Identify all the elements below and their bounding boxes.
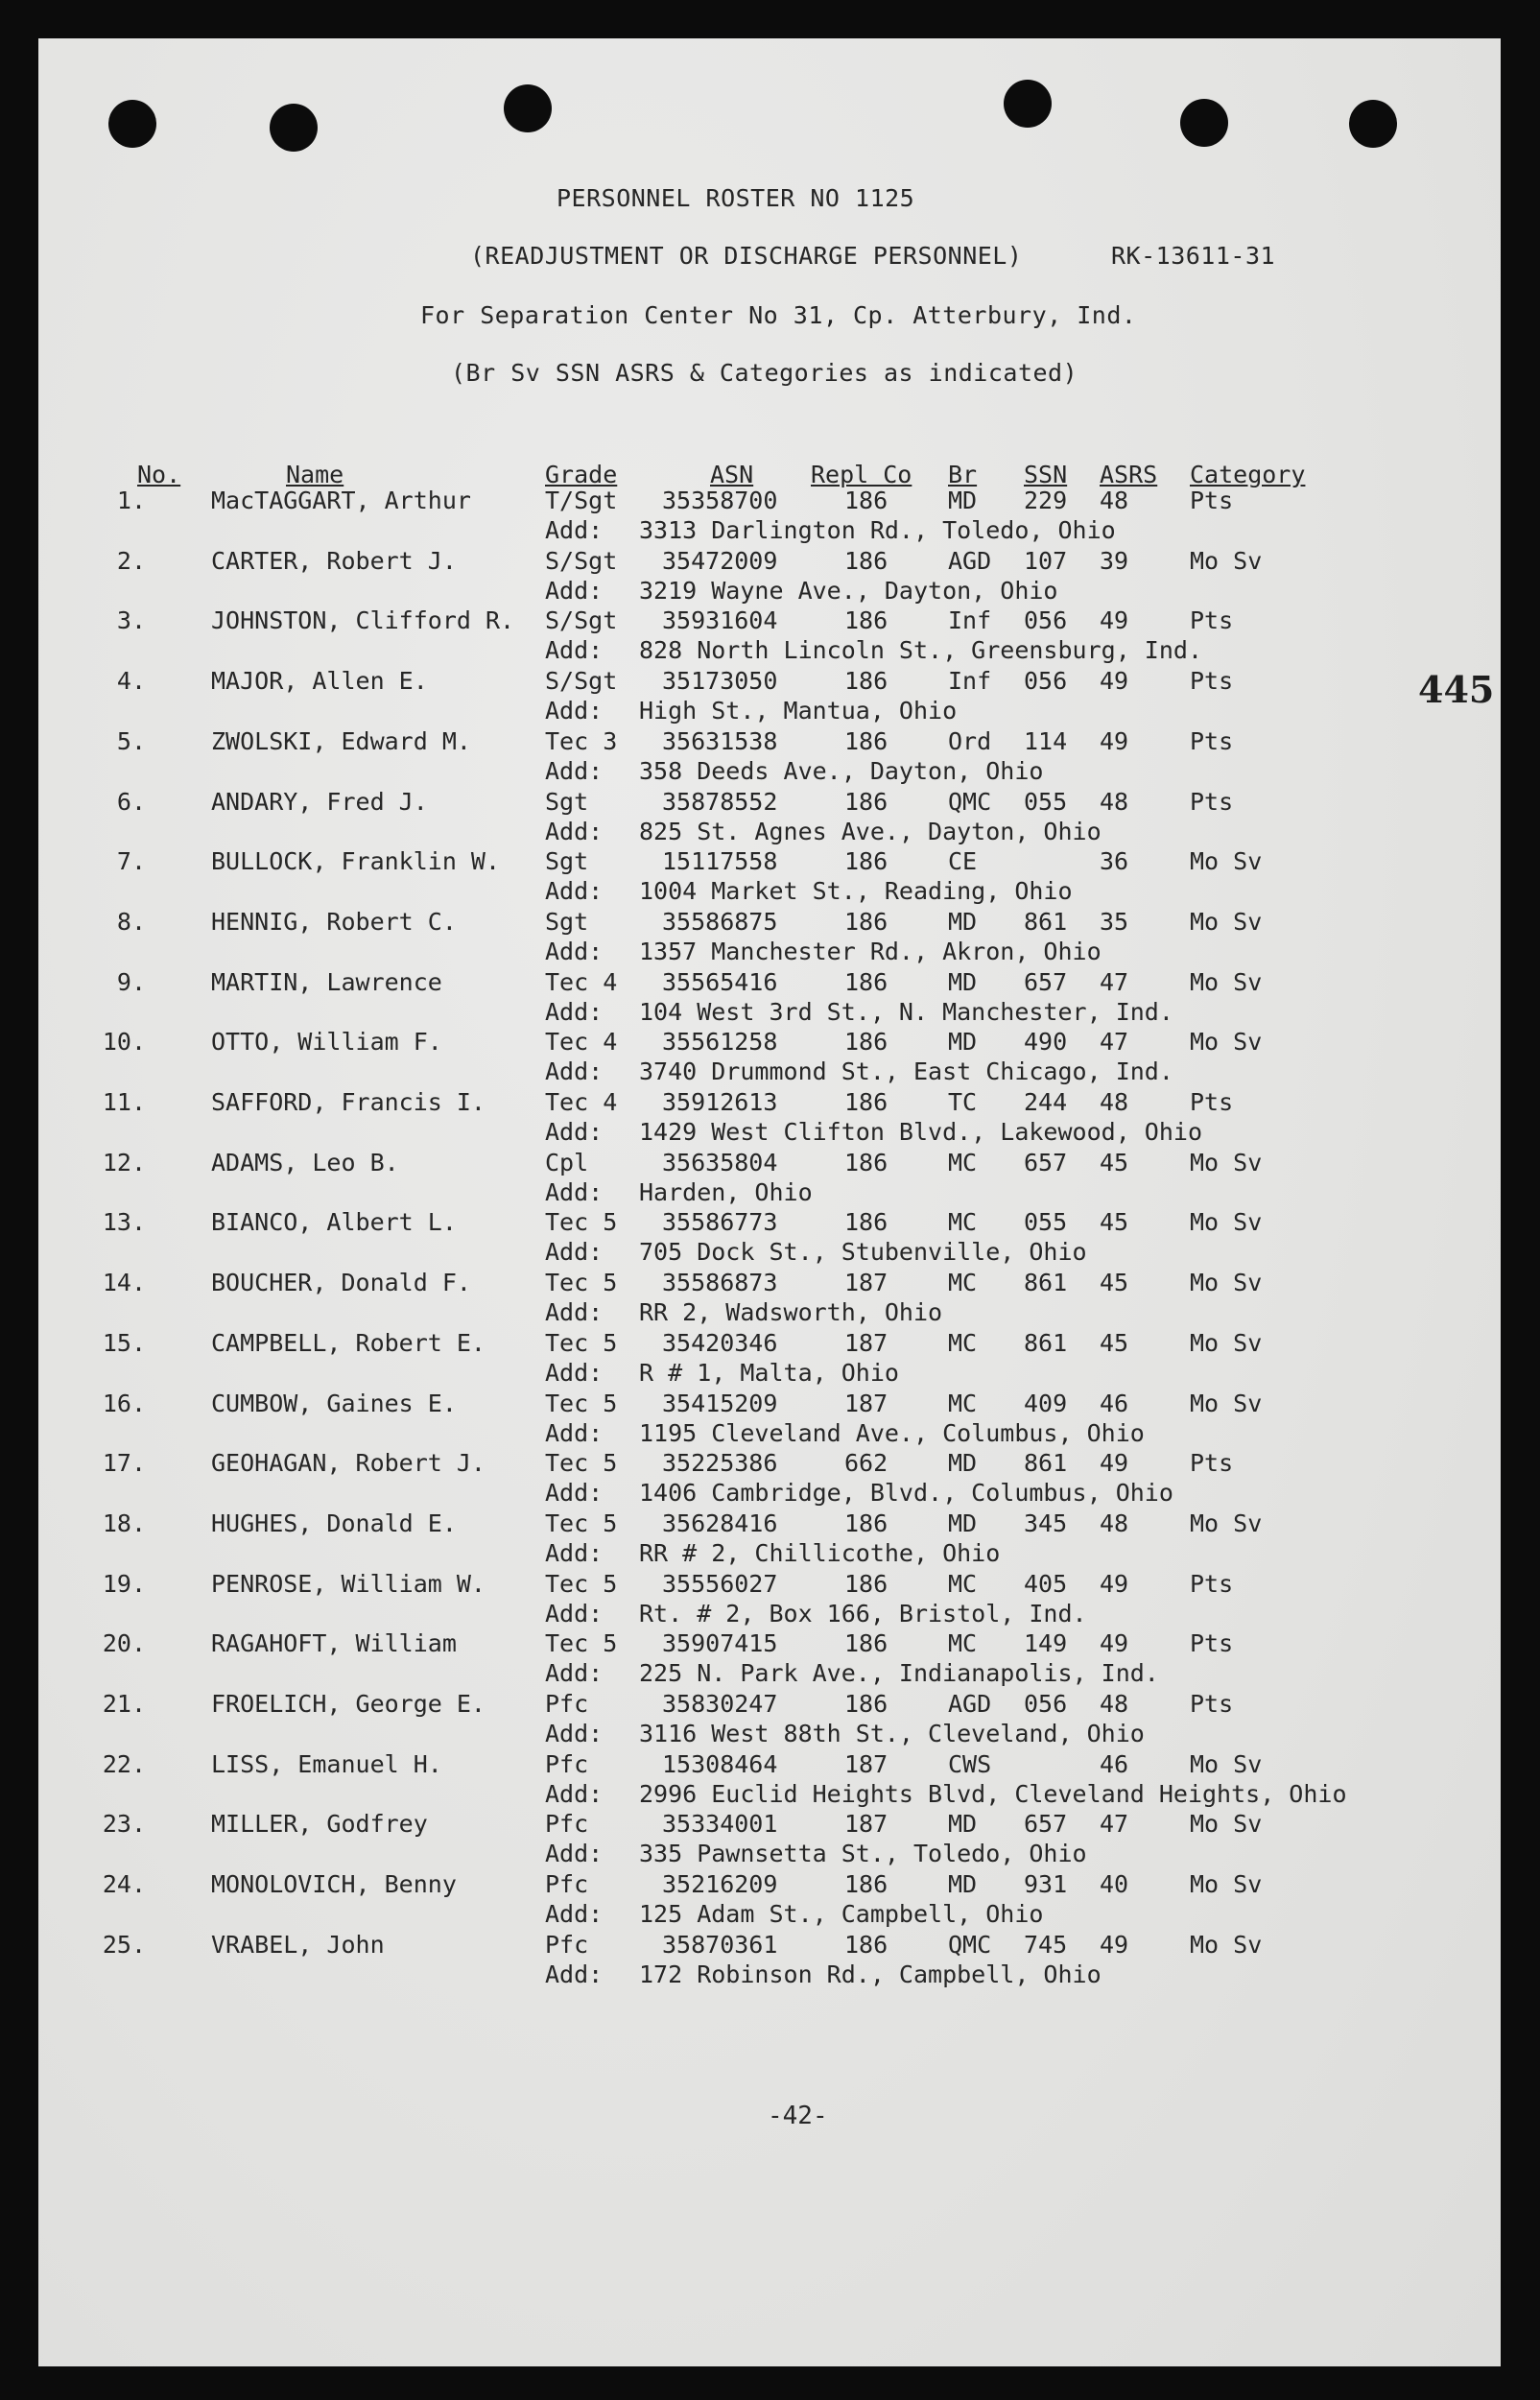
address-label: Add:: [545, 636, 604, 665]
record-name: BOUCHER, Donald F.: [211, 1269, 471, 1297]
record-ssn: 409: [1024, 1389, 1068, 1417]
record-repl-co: 187: [844, 1389, 888, 1417]
record-number: 1.: [116, 487, 146, 514]
roster-reference: RK-13611-31: [1111, 242, 1276, 270]
record-repl-co: 187: [844, 1328, 888, 1357]
record-asrs: 49: [1100, 1449, 1129, 1478]
record-name: HUGHES, Donald E.: [211, 1509, 457, 1537]
record-asrs: 48: [1100, 1088, 1129, 1116]
record-asrs: 49: [1100, 1569, 1129, 1598]
address-label: Add:: [545, 997, 604, 1026]
record-asn: 35472009: [662, 546, 778, 575]
record-branch: CE: [948, 847, 978, 876]
record-asrs: 46: [1100, 1749, 1129, 1778]
record-name: RAGAHOFT, William: [211, 1629, 457, 1658]
record-branch: MC: [948, 1569, 978, 1598]
record-branch: CWS: [948, 1749, 992, 1778]
column-header-no: No.: [137, 461, 181, 488]
record-asrs: 47: [1100, 967, 1129, 996]
record-branch: TC: [948, 1088, 978, 1116]
record-asrs: 45: [1100, 1269, 1129, 1297]
record-asn: 35635804: [662, 1148, 778, 1176]
record-number: 20.: [102, 1629, 146, 1658]
record-asn: 35628416: [662, 1509, 778, 1537]
record-category: Mo Sv: [1190, 1148, 1263, 1176]
record-category: Mo Sv: [1190, 546, 1263, 575]
column-header-repl-co: Repl Co: [811, 461, 912, 488]
record-asrs: 49: [1100, 606, 1129, 635]
record-ssn: 056: [1024, 1690, 1068, 1718]
roster-title: PERSONNEL ROSTER NO 1125: [557, 184, 915, 212]
record-repl-co: 186: [844, 667, 888, 696]
record-asrs: 40: [1100, 1870, 1129, 1899]
record-name: MARTIN, Lawrence: [211, 967, 442, 996]
record-repl-co: 186: [844, 967, 888, 996]
record-grade: S/Sgt: [545, 667, 618, 696]
record-category: Pts: [1190, 726, 1234, 755]
record-grade: Tec 5: [545, 1389, 618, 1417]
address-label: Add:: [545, 1238, 604, 1267]
record-address: 125 Adam St., Campbell, Ohio: [639, 1900, 1044, 1929]
record-name: BIANCO, Albert L.: [211, 1208, 457, 1237]
record-branch: MD: [948, 1449, 978, 1478]
record-number: 4.: [116, 667, 146, 696]
record-asrs: 48: [1100, 1509, 1129, 1537]
record-asrs: 45: [1100, 1328, 1129, 1357]
record-number: 23.: [102, 1810, 146, 1839]
record-asn: 35912613: [662, 1088, 778, 1116]
record-category: Mo Sv: [1190, 847, 1263, 876]
record-address: RR # 2, Chillicothe, Ohio: [639, 1538, 1001, 1567]
roster-subtitle: (READJUSTMENT OR DISCHARGE PERSONNEL): [470, 242, 1023, 270]
punch-hole: [108, 100, 156, 148]
record-address: 335 Pawnsetta St., Toledo, Ohio: [639, 1840, 1087, 1868]
record-branch: MD: [948, 1509, 978, 1537]
record-address: 3116 West 88th St., Cleveland, Ohio: [639, 1720, 1145, 1747]
record-number: 16.: [102, 1389, 146, 1417]
record-ssn: 055: [1024, 1208, 1068, 1237]
record-address: 1004 Market St., Reading, Ohio: [639, 877, 1073, 906]
record-grade: Tec 5: [545, 1328, 618, 1357]
record-name: JOHNSTON, Clifford R.: [211, 606, 515, 635]
record-repl-co: 186: [844, 726, 888, 755]
record-address: Harden, Ohio: [639, 1177, 813, 1206]
record-address: R # 1, Malta, Ohio: [639, 1358, 899, 1387]
record-name: VRABEL, John: [211, 1930, 385, 1959]
record-asrs: 48: [1100, 487, 1129, 514]
record-asn: 35561258: [662, 1028, 778, 1057]
record-grade: Tec 3: [545, 726, 618, 755]
record-ssn: 657: [1024, 1148, 1068, 1176]
record-number: 24.: [102, 1870, 146, 1899]
record-repl-co: 186: [844, 1028, 888, 1057]
record-address: 3313 Darlington Rd., Toledo, Ohio: [639, 516, 1116, 544]
address-label: Add:: [545, 1779, 604, 1808]
record-ssn: 229: [1024, 487, 1068, 514]
record-number: 21.: [102, 1690, 146, 1718]
record-grade: Pfc: [545, 1870, 589, 1899]
record-grade: Tec 5: [545, 1509, 618, 1537]
record-address: Rt. # 2, Box 166, Bristol, Ind.: [639, 1599, 1087, 1628]
record-category: Pts: [1190, 787, 1234, 816]
record-address: 3740 Drummond St., East Chicago, Ind.: [639, 1057, 1173, 1086]
address-label: Add:: [545, 1900, 604, 1929]
record-number: 3.: [116, 606, 146, 635]
record-repl-co: 186: [844, 1509, 888, 1537]
record-address: 3219 Wayne Ave., Dayton, Ohio: [639, 576, 1058, 605]
record-branch: MD: [948, 1028, 978, 1057]
record-branch: MD: [948, 907, 978, 936]
record-name: HENNIG, Robert C.: [211, 907, 457, 936]
record-repl-co: 186: [844, 847, 888, 876]
record-address: 2996 Euclid Heights Blvd, Cleveland Heights, Ohio: [639, 1779, 1347, 1808]
address-label: Add:: [545, 1298, 604, 1327]
record-grade: Tec 4: [545, 1028, 618, 1057]
address-label: Add:: [545, 1479, 604, 1508]
record-branch: MC: [948, 1389, 978, 1417]
record-repl-co: 186: [844, 487, 888, 514]
column-header-asrs: ASRS: [1100, 461, 1158, 488]
record-name: OTTO, William F.: [211, 1028, 442, 1057]
record-category: Mo Sv: [1190, 1389, 1263, 1417]
page-stamp-number: 445: [1418, 668, 1495, 711]
record-number: 18.: [102, 1509, 146, 1537]
record-category: Mo Sv: [1190, 1749, 1263, 1778]
record-repl-co: 186: [844, 1930, 888, 1959]
record-number: 11.: [102, 1088, 146, 1116]
record-name: MONOLOVICH, Benny: [211, 1870, 457, 1899]
record-name: FROELICH, George E.: [211, 1690, 486, 1718]
record-name: PENROSE, William W.: [211, 1569, 486, 1598]
record-grade: Pfc: [545, 1690, 589, 1718]
record-ssn: 244: [1024, 1088, 1068, 1116]
record-number: 13.: [102, 1208, 146, 1237]
record-grade: Tec 5: [545, 1569, 618, 1598]
record-address: 1357 Manchester Rd., Akron, Ohio: [639, 937, 1102, 965]
punch-hole: [504, 84, 552, 132]
record-repl-co: 186: [844, 606, 888, 635]
record-number: 8.: [116, 907, 146, 936]
record-number: 17.: [102, 1449, 146, 1478]
record-branch: Inf: [948, 667, 992, 696]
record-asrs: 47: [1100, 1810, 1129, 1839]
record-asn: 35565416: [662, 967, 778, 996]
address-label: Add:: [545, 1720, 604, 1747]
column-header-grade: Grade: [545, 461, 618, 488]
column-header-br: Br: [948, 461, 978, 488]
record-category: Mo Sv: [1190, 907, 1263, 936]
record-grade: Tec 4: [545, 1088, 618, 1116]
record-branch: MC: [948, 1208, 978, 1237]
record-category: Pts: [1190, 1690, 1234, 1718]
record-ssn: 405: [1024, 1569, 1068, 1598]
record-category: Pts: [1190, 606, 1234, 635]
record-address: 705 Dock St., Stubenville, Ohio: [639, 1238, 1087, 1267]
record-name: ADAMS, Leo B.: [211, 1148, 399, 1176]
record-repl-co: 186: [844, 907, 888, 936]
record-branch: MC: [948, 1328, 978, 1357]
address-label: Add:: [545, 1358, 604, 1387]
record-category: Mo Sv: [1190, 967, 1263, 996]
address-label: Add:: [545, 1659, 604, 1688]
record-asn: 35420346: [662, 1328, 778, 1357]
record-branch: MC: [948, 1629, 978, 1658]
record-address: 104 West 3rd St., N. Manchester, Ind.: [639, 997, 1173, 1026]
record-name: LISS, Emanuel H.: [211, 1749, 442, 1778]
punch-hole: [1004, 80, 1052, 128]
record-number: 10.: [102, 1028, 146, 1057]
record-repl-co: 186: [844, 1629, 888, 1658]
record-asn: 35415209: [662, 1389, 778, 1417]
record-name: CUMBOW, Gaines E.: [211, 1389, 457, 1417]
record-number: 19.: [102, 1569, 146, 1598]
address-label: Add:: [545, 1057, 604, 1086]
punch-hole: [1349, 100, 1397, 148]
record-address: High St., Mantua, Ohio: [639, 697, 958, 725]
record-repl-co: 187: [844, 1269, 888, 1297]
record-address: 1429 West Clifton Blvd., Lakewood, Ohio: [639, 1118, 1202, 1146]
record-branch: MD: [948, 1870, 978, 1899]
record-grade: Pfc: [545, 1810, 589, 1839]
address-label: Add:: [545, 937, 604, 965]
record-ssn: 056: [1024, 667, 1068, 696]
record-asrs: 48: [1100, 1690, 1129, 1718]
record-asn: 35830247: [662, 1690, 778, 1718]
record-asn: 35631538: [662, 726, 778, 755]
roster-page: [38, 38, 1501, 2366]
record-name: ANDARY, Fred J.: [211, 787, 428, 816]
record-category: Mo Sv: [1190, 1509, 1263, 1537]
record-ssn: 056: [1024, 606, 1068, 635]
record-branch: MC: [948, 1269, 978, 1297]
record-asrs: 49: [1100, 726, 1129, 755]
record-category: Mo Sv: [1190, 1208, 1263, 1237]
record-asn: 35586873: [662, 1269, 778, 1297]
column-header-name: Name: [286, 461, 344, 488]
separation-center-line: For Separation Center No 31, Cp. Atterbury, Ind.: [420, 301, 1137, 329]
record-category: Mo Sv: [1190, 1930, 1263, 1959]
record-asrs: 45: [1100, 1208, 1129, 1237]
record-branch: QMC: [948, 787, 992, 816]
address-label: Add:: [545, 756, 604, 785]
record-grade: Pfc: [545, 1930, 589, 1959]
record-asrs: 47: [1100, 1028, 1129, 1057]
record-ssn: 149: [1024, 1629, 1068, 1658]
address-label: Add:: [545, 516, 604, 544]
record-ssn: 931: [1024, 1870, 1068, 1899]
column-header-category: Category: [1190, 461, 1306, 488]
address-label: Add:: [545, 1599, 604, 1628]
record-grade: Sgt: [545, 787, 589, 816]
record-branch: MD: [948, 1810, 978, 1839]
record-repl-co: 186: [844, 1870, 888, 1899]
record-grade: Tec 5: [545, 1269, 618, 1297]
record-number: 9.: [116, 967, 146, 996]
address-label: Add:: [545, 1538, 604, 1567]
record-number: 22.: [102, 1749, 146, 1778]
record-number: 14.: [102, 1269, 146, 1297]
record-ssn: 114: [1024, 726, 1068, 755]
record-grade: S/Sgt: [545, 606, 618, 635]
address-label: Add:: [545, 1177, 604, 1206]
record-address: 825 St. Agnes Ave., Dayton, Ohio: [639, 817, 1102, 845]
record-asn: 35586875: [662, 907, 778, 936]
record-number: 25.: [102, 1930, 146, 1959]
record-asn: 35216209: [662, 1870, 778, 1899]
record-asrs: 35: [1100, 907, 1129, 936]
record-repl-co: 662: [844, 1449, 888, 1478]
record-category: Pts: [1190, 1088, 1234, 1116]
record-category: Pts: [1190, 1569, 1234, 1598]
record-asrs: 49: [1100, 1930, 1129, 1959]
record-repl-co: 186: [844, 787, 888, 816]
record-grade: Tec 5: [545, 1208, 618, 1237]
address-label: Add:: [545, 1840, 604, 1868]
record-asn: 35907415: [662, 1629, 778, 1658]
record-category: Pts: [1190, 487, 1234, 514]
record-branch: QMC: [948, 1930, 992, 1959]
record-asrs: 49: [1100, 1629, 1129, 1658]
record-branch: MC: [948, 1148, 978, 1176]
record-category: Pts: [1190, 1449, 1234, 1478]
record-repl-co: 187: [844, 1810, 888, 1839]
record-number: 15.: [102, 1328, 146, 1357]
record-branch: AGD: [948, 546, 992, 575]
column-header-asn: ASN: [710, 461, 754, 488]
record-asn: 15308464: [662, 1749, 778, 1778]
record-branch: Inf: [948, 606, 992, 635]
address-label: Add:: [545, 817, 604, 845]
record-number: 12.: [102, 1148, 146, 1176]
record-asn: 35870361: [662, 1930, 778, 1959]
record-repl-co: 186: [844, 1569, 888, 1598]
punch-hole: [1180, 99, 1228, 147]
record-ssn: 861: [1024, 1449, 1068, 1478]
record-asn: 35358700: [662, 487, 778, 514]
record-repl-co: 187: [844, 1749, 888, 1778]
record-name: GEOHAGAN, Robert J.: [211, 1449, 486, 1478]
address-label: Add:: [545, 576, 604, 605]
record-grade: Sgt: [545, 907, 589, 936]
record-name: MacTAGGART, Arthur: [211, 487, 471, 514]
record-category: Mo Sv: [1190, 1870, 1263, 1899]
record-name: MAJOR, Allen E.: [211, 667, 428, 696]
record-category: Pts: [1190, 1629, 1234, 1658]
page-number: -42-: [768, 2102, 828, 2130]
record-address: 358 Deeds Ave., Dayton, Ohio: [639, 756, 1044, 785]
record-category: Mo Sv: [1190, 1810, 1263, 1839]
record-category: Mo Sv: [1190, 1028, 1263, 1057]
punch-hole: [270, 104, 318, 152]
record-ssn: 490: [1024, 1028, 1068, 1057]
record-address: RR 2, Wadsworth, Ohio: [639, 1298, 943, 1327]
record-grade: Sgt: [545, 847, 589, 876]
record-category: Mo Sv: [1190, 1269, 1263, 1297]
record-category: Mo Sv: [1190, 1328, 1263, 1357]
record-asn: 35225386: [662, 1449, 778, 1478]
column-header-ssn: SSN: [1024, 461, 1068, 488]
record-ssn: 745: [1024, 1930, 1068, 1959]
record-asrs: 48: [1100, 787, 1129, 816]
address-label: Add:: [545, 1118, 604, 1146]
record-asn: 35586773: [662, 1208, 778, 1237]
record-repl-co: 186: [844, 1148, 888, 1176]
record-ssn: 861: [1024, 1269, 1068, 1297]
record-name: CAMPBELL, Robert E.: [211, 1328, 486, 1357]
record-name: MILLER, Godfrey: [211, 1810, 428, 1839]
record-branch: Ord: [948, 726, 992, 755]
record-grade: Cpl: [545, 1148, 589, 1176]
record-branch: AGD: [948, 1690, 992, 1718]
record-grade: Tec 4: [545, 967, 618, 996]
record-asrs: 45: [1100, 1148, 1129, 1176]
record-address: 1195 Cleveland Ave., Columbus, Ohio: [639, 1418, 1145, 1447]
record-address: 828 North Lincoln St., Greensburg, Ind.: [639, 636, 1202, 665]
record-number: 5.: [116, 726, 146, 755]
record-repl-co: 186: [844, 1690, 888, 1718]
record-asrs: 39: [1100, 546, 1129, 575]
record-name: CARTER, Robert J.: [211, 546, 457, 575]
record-grade: T/Sgt: [545, 487, 618, 514]
record-branch: MD: [948, 487, 978, 514]
record-ssn: 657: [1024, 967, 1068, 996]
record-name: BULLOCK, Franklin W.: [211, 847, 501, 876]
record-asn: 35931604: [662, 606, 778, 635]
record-asrs: 36: [1100, 847, 1129, 876]
record-asn: 15117558: [662, 847, 778, 876]
record-name: ZWOLSKI, Edward M.: [211, 726, 471, 755]
record-asn: 35556027: [662, 1569, 778, 1598]
record-ssn: 107: [1024, 546, 1068, 575]
address-label: Add:: [545, 877, 604, 906]
record-grade: Pfc: [545, 1749, 589, 1778]
record-number: 2.: [116, 546, 146, 575]
record-grade: Tec 5: [545, 1629, 618, 1658]
record-address: 1406 Cambridge, Blvd., Columbus, Ohio: [639, 1479, 1173, 1508]
record-number: 7.: [116, 847, 146, 876]
address-label: Add:: [545, 697, 604, 725]
record-name: SAFFORD, Francis I.: [211, 1088, 486, 1116]
record-asn: 35878552: [662, 787, 778, 816]
record-branch: MD: [948, 967, 978, 996]
record-repl-co: 186: [844, 1088, 888, 1116]
record-grade: S/Sgt: [545, 546, 618, 575]
address-label: Add:: [545, 1960, 604, 1988]
record-repl-co: 186: [844, 546, 888, 575]
record-ssn: 345: [1024, 1509, 1068, 1537]
categories-note: (Br Sv SSN ASRS & Categories as indicated): [451, 359, 1078, 387]
record-address: 172 Robinson Rd., Campbell, Ohio: [639, 1960, 1102, 1988]
record-asrs: 49: [1100, 667, 1129, 696]
record-asn: 35173050: [662, 667, 778, 696]
record-address: 225 N. Park Ave., Indianapolis, Ind.: [639, 1659, 1159, 1688]
record-ssn: 861: [1024, 907, 1068, 936]
record-asrs: 46: [1100, 1389, 1129, 1417]
record-category: Pts: [1190, 667, 1234, 696]
record-grade: Tec 5: [545, 1449, 618, 1478]
record-ssn: 861: [1024, 1328, 1068, 1357]
address-label: Add:: [545, 1418, 604, 1447]
record-ssn: 657: [1024, 1810, 1068, 1839]
record-number: 6.: [116, 787, 146, 816]
record-ssn: 055: [1024, 787, 1068, 816]
record-repl-co: 186: [844, 1208, 888, 1237]
record-asn: 35334001: [662, 1810, 778, 1839]
